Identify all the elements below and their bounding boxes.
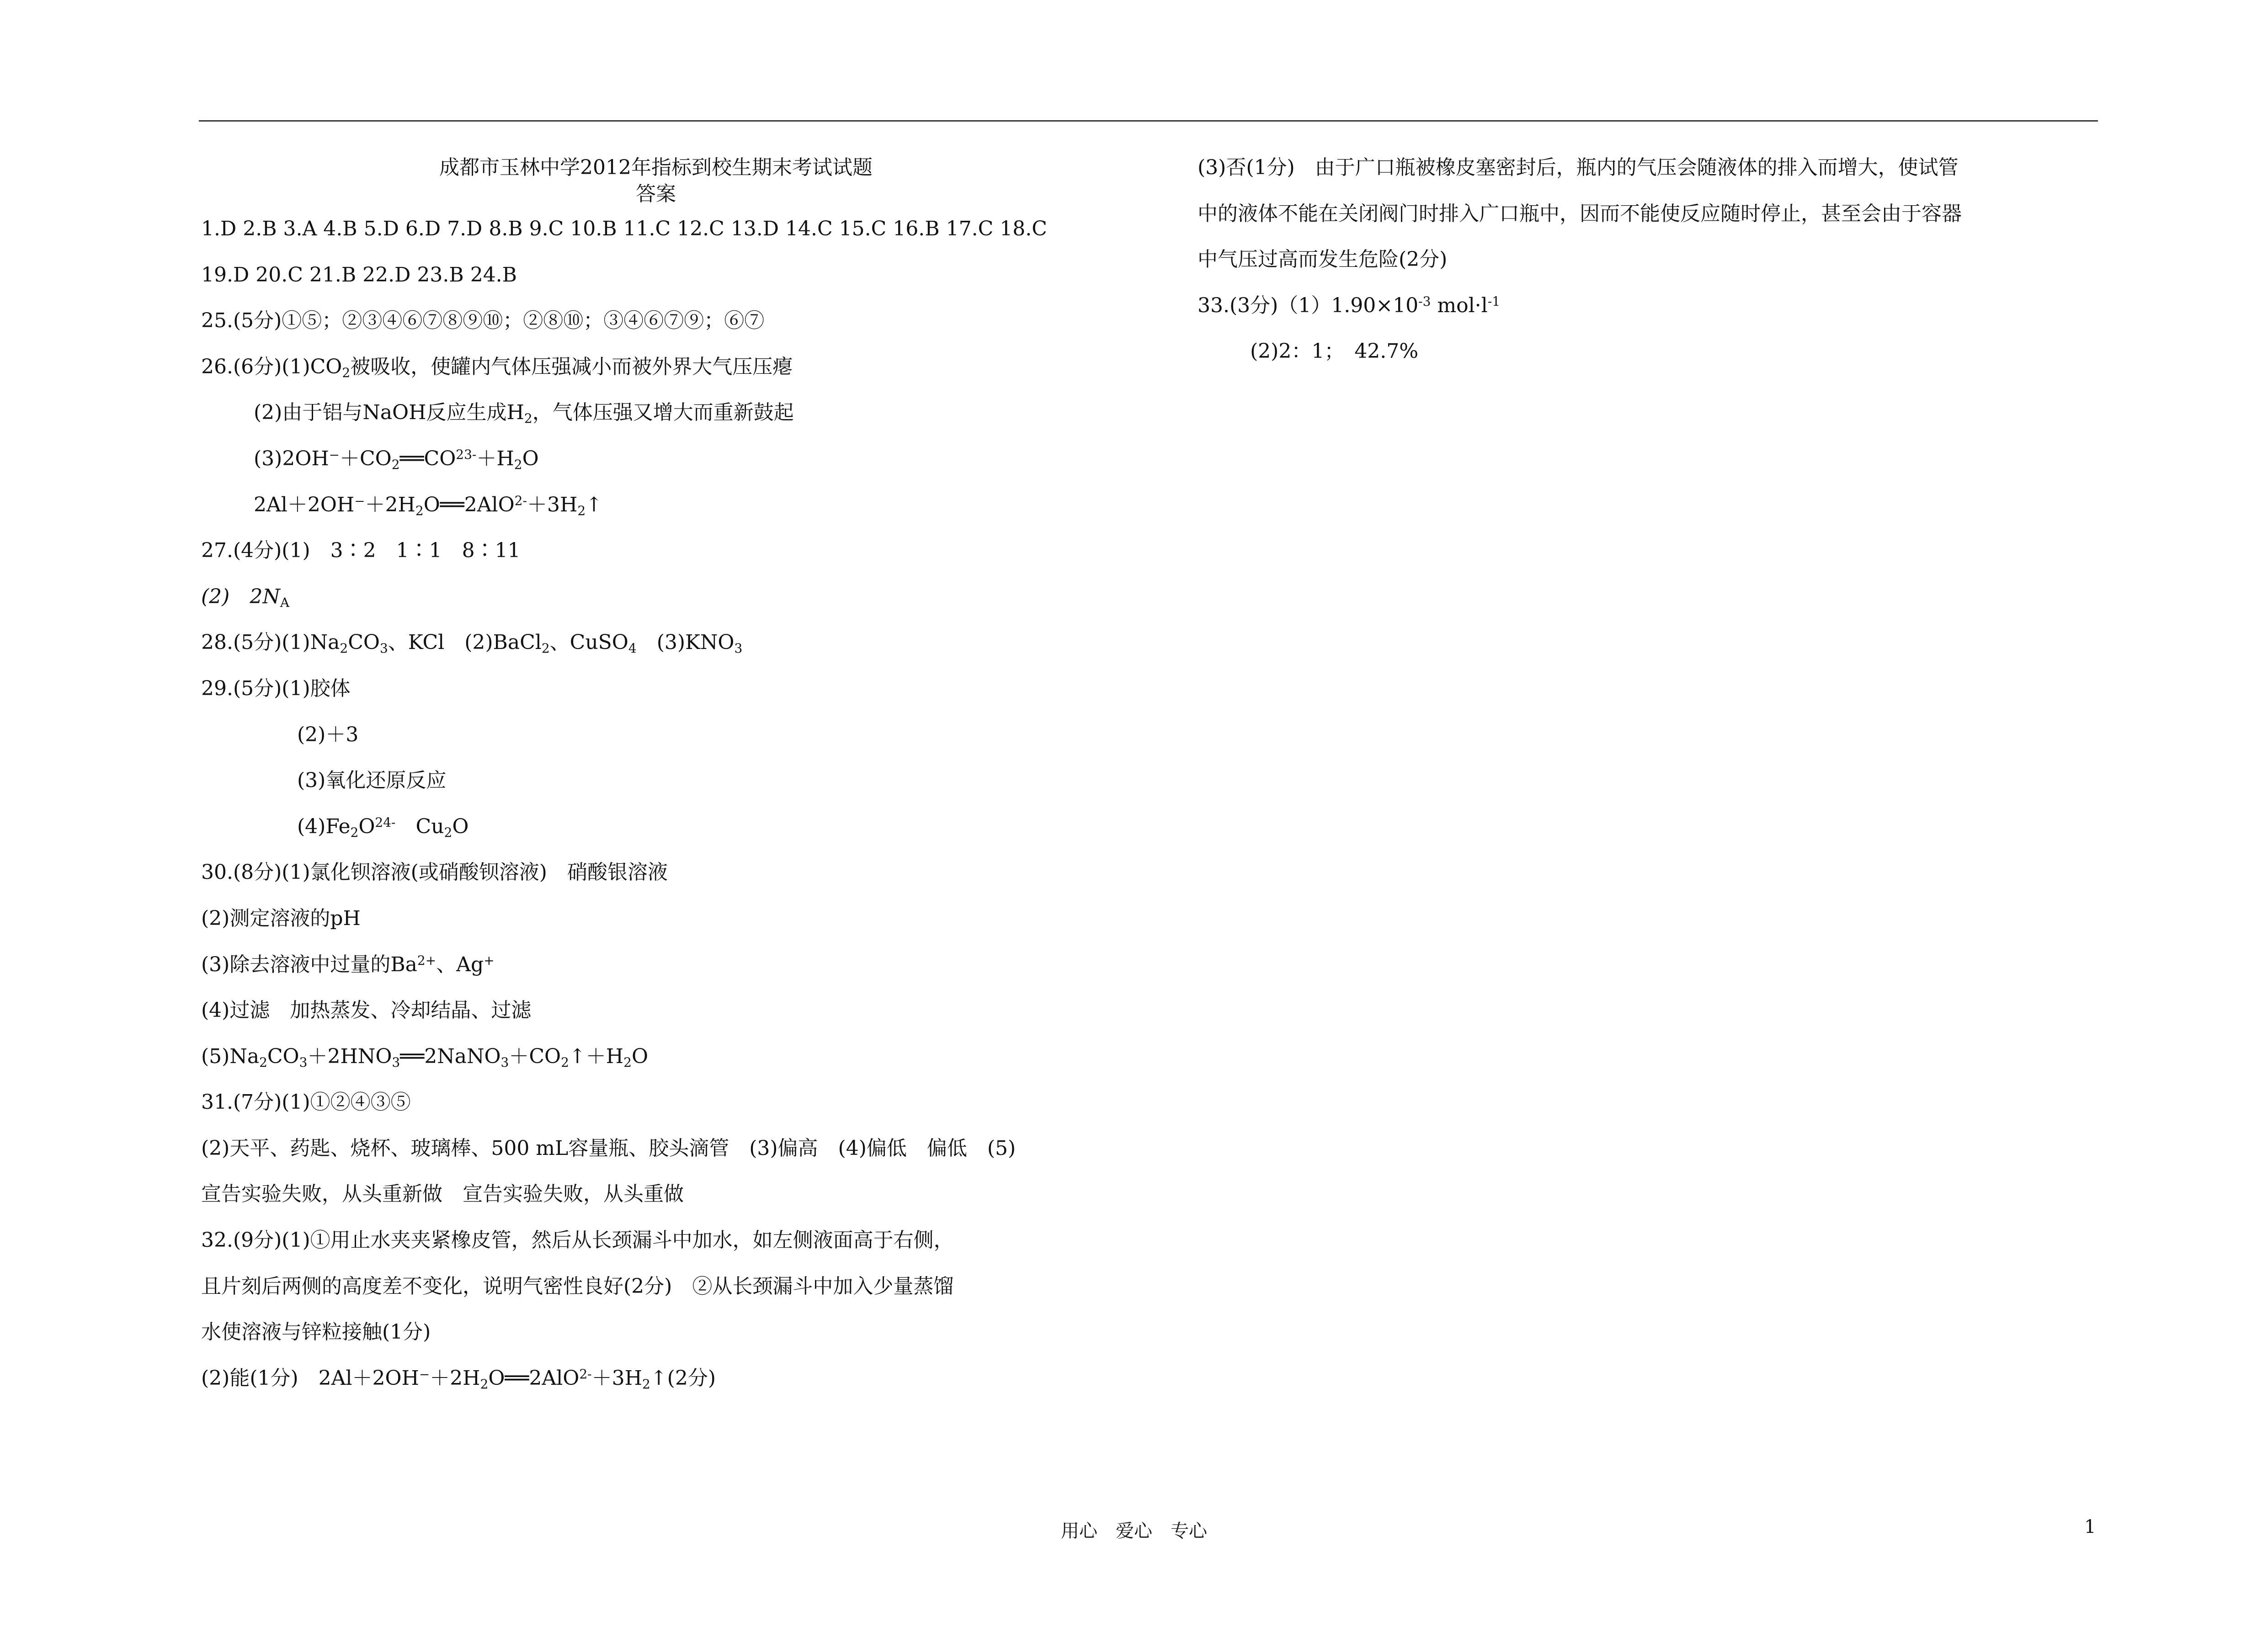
text-segment: 33.(3分)（1）1.90×10 [1198,293,1419,317]
text-segment: ↑(2分) [650,1366,716,1390]
text-segment: 28.(5分)(1)Na [201,631,340,654]
text-segment: 26.(6分)(1)CO [201,355,342,378]
answer-line: (2)天平、药匙、烧杯、玻璃棒、500 mL容量瓶、胶头滴管 (3)偏高 (4)偏低 偏低 (5) [201,1136,1016,1160]
answer-line [201,1366,1111,1412]
subscript: 4 [628,641,637,656]
subscript: 2 [623,1054,632,1070]
answer-line [201,400,1111,447]
superscript: 2- [579,1366,592,1382]
answer-line: 32.(9分)(1)①用止水夹夹紧橡皮管，然后从长颈漏斗中加水，如左侧液面高于右侧， [201,1228,954,1252]
text-segment: (3)2OH⁻＋CO [254,447,392,470]
answer-line: 且片刻后两侧的高度差不变化，说明气密性良好(2分) ②从长颈漏斗中加入少量蒸馏 [201,1274,954,1298]
answer-line [201,1044,1111,1090]
subscript: 2 [350,824,359,840]
left-column [201,155,1111,1412]
text-segment: 2Al＋2OH⁻＋2H [254,493,415,516]
answer-line: (2)2：1； 42.7% [1250,340,1419,363]
text-segment: CO [348,631,380,654]
subscript: 2 [259,1054,267,1070]
text-segment: ＋2HNO [307,1044,392,1068]
subscript: 2 [391,457,400,472]
text-segment: Cu [395,814,444,838]
subscript: 2 [541,641,550,656]
text-segment: (3)除去溶液中过量的Ba [201,952,417,976]
answer-line: 31.(7分)(1)①②④③⑤ [201,1090,411,1114]
answer-line: (2)＋3 [297,723,359,746]
text-segment: mol·l [1431,293,1488,317]
subscript: 2 [342,365,351,380]
answer-line [201,355,1111,401]
text-segment: (2)由于铝与NaOH反应生成H [254,401,524,425]
text-segment: ↑＋H [569,1044,624,1068]
answer-line [201,952,1111,999]
subscript: 3 [299,1054,308,1070]
text-segment: (3)KNO [636,631,735,654]
answer-line [1198,293,2107,340]
header-rule [199,120,2098,122]
answer-line: 27.(4分)(1) 3∶2 1∶1 8∶11 [201,539,521,563]
text-segment: O [522,447,539,470]
subscript: 3 [392,1054,400,1070]
superscript: 24- [375,814,396,830]
text-segment: ＋3H [527,493,578,516]
superscript: 2- [514,493,527,508]
text-segment: (2)能(1分) 2Al＋2OH⁻＋2H [201,1366,480,1390]
text-segment: ↑ [586,493,603,516]
text-segment: O══2AlO [488,1366,580,1390]
text-segment: 被吸收，使罐内气体压强减小而被外界大气压压瘪 [350,355,793,378]
subscript: A [280,595,290,610]
answer-line: (3)否(1分) 由于广口瓶被橡皮塞密封后，瓶内的气压会随液体的排入而增大，使试管 [1198,156,1959,179]
document-title: 成都市玉林中学2012年指标到校生期末考试试题 [439,156,873,179]
text-segment: 、KCl (2)BaCl [388,631,542,654]
superscript: 23- [456,447,477,462]
answer-line: (3)氧化还原反应 [297,769,447,792]
answer-line [201,447,1111,493]
text-segment: O [358,814,375,838]
text-segment: ＋3H [591,1366,642,1390]
answer-line: 30.(8分)(1)氯化钡溶液(或硝酸钡溶液) 硝酸银溶液 [201,861,668,884]
text-segment: O [632,1044,649,1068]
answer-line [201,630,1111,676]
document-subtitle: 答案 [636,182,676,206]
text-segment: (5)Na [201,1044,260,1068]
page-footer: 用心 爱心 专心 [1061,1521,1207,1542]
text-segment: ══2NaNO [400,1044,501,1068]
subscript: 2 [415,503,424,518]
subscript: 3 [734,641,743,656]
subscript: 2 [480,1376,489,1392]
page-number: 1 [2084,1516,2096,1537]
text-segment: 、CuSO [549,631,628,654]
answer-line: (2)测定溶液的pH [201,906,361,930]
text-segment: (4)Fe [297,814,351,838]
answer-line [201,493,1111,539]
subscript: 3 [379,641,388,656]
superscript: + [484,952,495,968]
subscript: 2 [642,1376,650,1392]
answer-line: 中气压过高而发生危险(2分) [1198,248,1448,271]
text-segment: ══CO [399,447,456,470]
text-segment: ，气体压强又增大而重新鼓起 [532,401,794,425]
superscript: -3 [1418,293,1431,309]
text-segment: ＋CO [509,1044,561,1068]
text-segment: (2) 2N [201,585,280,608]
answer-line [201,585,1111,631]
subscript: 2 [444,824,453,840]
answer-line [201,814,1111,861]
text-segment: ＋H [476,447,514,470]
text-segment: O [452,814,469,838]
superscript: -1 [1487,293,1501,309]
subscript: 2 [514,457,522,472]
answer-line: 1.D 2.B 3.A 4.B 5.D 6.D 7.D 8.B 9.C 10.B 11.C 12.C 13.D 14.C 15.C 16.B 17.C 18.C [201,217,1047,240]
subscript: 3 [500,1054,509,1070]
text-segment: CO [267,1044,299,1068]
subscript: 2 [524,411,532,426]
answer-line: 29.(5分)(1)胶体 [201,676,351,700]
text-segment: O══2AlO [423,493,515,516]
answer-line: 19.D 20.C 21.B 22.D 23.B 24.B [201,263,517,287]
subscript: 2 [340,641,348,656]
answer-line: 中的液体不能在关闭阀门时排入广口瓶中，因而不能使反应随时停止，甚至会由于容器 [1198,202,1962,225]
text-segment: 、Ag [436,952,484,976]
right-column [1198,155,2107,385]
answer-line: 宣告实验失败，从头重新做 宣告实验失败，从头重做 [201,1182,684,1206]
subscript: 2 [577,503,586,518]
superscript: 2+ [417,952,437,968]
answer-line: (4)过滤 加热蒸发、冷却结晶、过滤 [201,999,532,1022]
subscript: 2 [561,1054,569,1070]
answer-line: 25.(5分)①⑤；②③④⑥⑦⑧⑨⑩；②⑧⑩；③④⑥⑦⑨；⑥⑦ [201,309,765,333]
answer-line: 水使溶液与锌粒接触(1分) [201,1320,431,1344]
